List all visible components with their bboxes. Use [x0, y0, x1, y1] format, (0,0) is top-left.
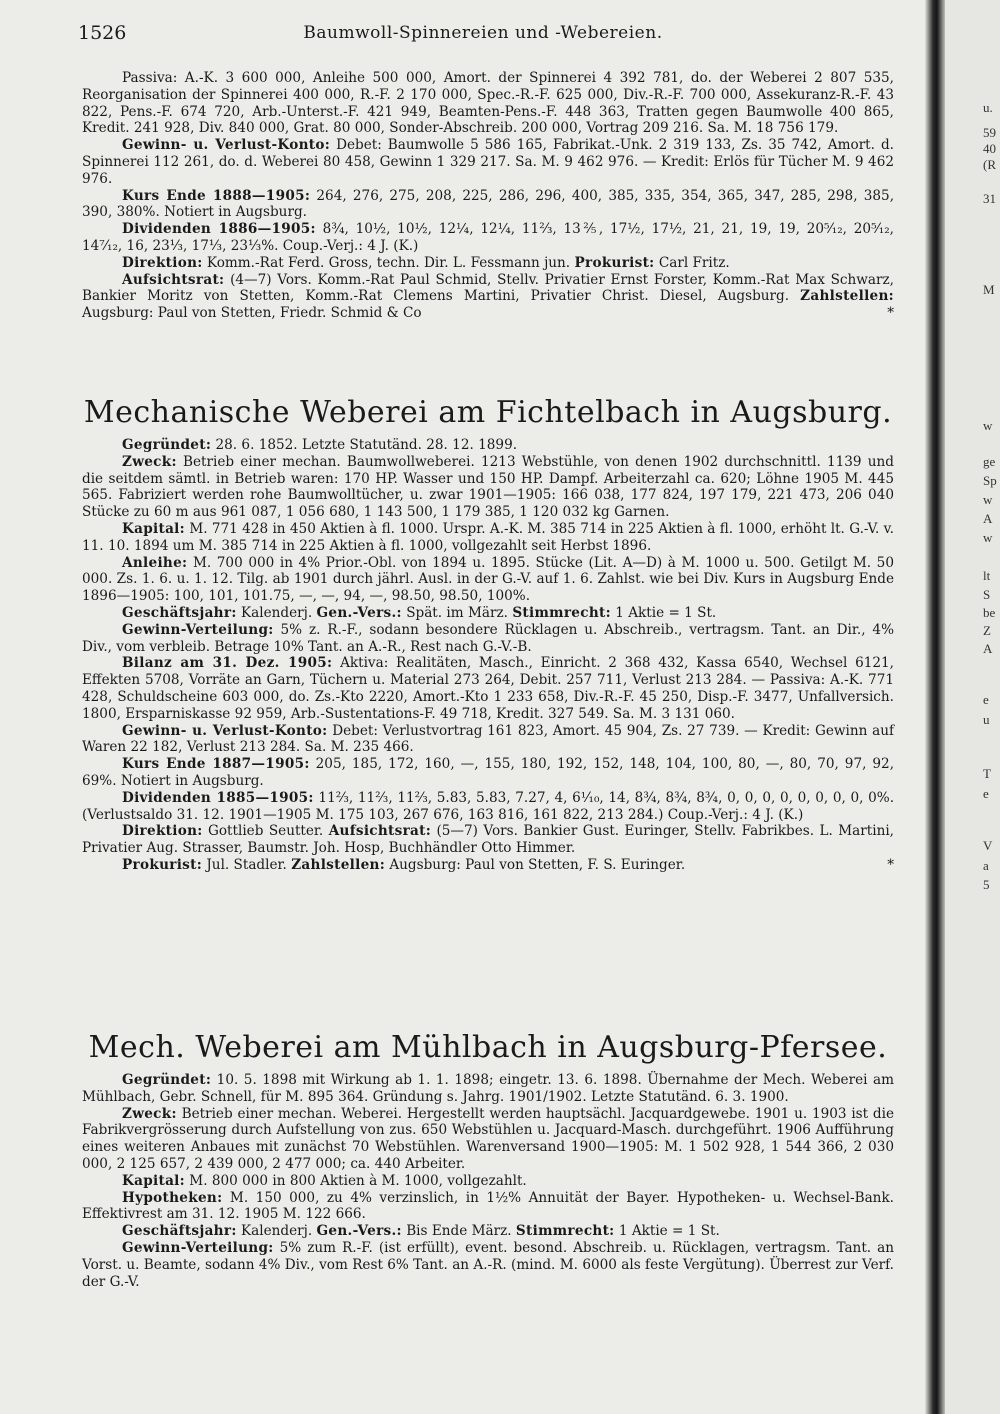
aufsichtsrat-paragraph: Aufsichtsrat: (4—7) Vors. Komm.-Rat Paul Schmid, Stellv. Privatier Ernst Forster, Komm.-Rat Max Schwarz, Bankier Moritz von Stetten, Komm.-Rat Clemens Martini, Privatier Christ. Diesel, Augsburg. Zahlstellen: Augsburg: Paul von Stetten, Friedr. Schmid & Co * — [82, 271, 894, 322]
adjacent-page-fragment: T — [983, 766, 991, 781]
adjacent-page-fragment: w — [983, 530, 993, 545]
direktion-paragraph: Direktion: Komm.-Rat Ferd. Gross, techn. Dir. L. Fessmann jun. Prokurist: Carl Fritz. — [122, 254, 730, 271]
dividenden-paragraph: Dividenden 1885—1905: 11⅔, 11⅔, 11⅔, 5.83, 5.83, 7.27, 4, 6¹⁄₁₀, 14, 8¾, 8¾, 8¾, 0, 0, 0, 0, 0, 0, 0, 0, 0%. (Verlustsaldo 31. 12. 1901—1905 M. 175 103, 267 676, 163 816, 161 822, 213 284.) Coup.-Verj.: 4 J. (K.) — [82, 789, 895, 823]
adjacent-page-fragment: be — [983, 605, 996, 620]
adjacent-page-fragment: S — [983, 587, 991, 602]
gewinn-verlust-paragraph: Gewinn- u. Verlust-Konto: Debet: Verlustvortrag 161 823, Amort. 45 904, Zs. 27 739. — Kredit: Gewinn auf Waren 22 182, Verlust 213 284. Sa. M. 235 466. — [82, 722, 894, 756]
company-title: Mech. Weberei am Mühlbach in Augsburg-Pfersee. — [88, 1030, 888, 1065]
adjacent-page-fragment: w — [983, 418, 993, 433]
kapital-paragraph: Kapital: M. 800 000 in 800 Aktien à M. 1000, vollgezahlt. — [122, 1172, 527, 1189]
gewinn-verlust-paragraph: Gewinn- u. Verlust-Konto: Debet: Baumwolle 5 586 165, Fabrikat.-Unk. 2 319 133, Zs. 35 742, Amort. d. Spinnerei 112 261, do. d. Weberei 80 458, Gewinn 1 329 217. Sa. M. 9 462 976. — Kredit: Erlös für Tücher M. 9 462 976. — [82, 137, 894, 187]
hypotheken-paragraph: Hypotheken: M. 150 000, zu 4% verzinslich, in 1½% Annuität der Bayer. Hypotheken- u. Wechsel-Bank. Effektivrest am 31. 12. 1905 M. 122 666. — [82, 1189, 894, 1223]
page-number: 1526 — [78, 22, 127, 44]
adjacent-page-fragment: M — [983, 282, 995, 297]
adjacent-page-fragment: A — [983, 511, 993, 526]
adjacent-page-fragment: e — [983, 692, 989, 707]
geschaeftsjahr-paragraph: Geschäftsjahr: Kalenderj. Gen.-Vers.: Bis Ende März. Stimmrecht: 1 Aktie = 1 St. — [122, 1223, 720, 1240]
bilanz-paragraph: Bilanz am 31. Dez. 1905: Aktiva: Realitäten, Masch., Einricht. 2 368 432, Kassa 6540, Wechsel 6121, Effekten 5708, Vorräte an Garn, Tüchern u. Material 273 264, Debit. 257 711, Verlust 213 284. — Passiva: A.-K. 771 428, Schuldscheine 603 000, do. Zs.-Kto 2220, Amort.-Kto 1 233 658, Div.-R.-F. 45 250, Disp.-F. 3477, Unfallversich. 1800, Ersparniskasse 92 959, Arb.-Sustentations-F. 49 718, Kredit. 327 549. Sa. M. 3 131 060. — [82, 655, 894, 722]
company-entry-fichtelbach — [82, 395, 894, 874]
anleihe-paragraph: Anleihe: M. 700 000 in 4% Prior.-Obl. von 1894 u. 1895. Stücke (Lit. A—D) à M. 1000 u. 500. Getilgt M. 50 000. Zs. 1. 6. u. 1. 12. Tilg. ab 1901 durch jährl. Ausl. in der G.-V. auf 1. 6. Zahlst. wie bei Div. Kurs in Augsburg Ende 1896—1905: 100, 101, 101.75, —, —, 94, —, 98.50, 98.50, 100%. — [82, 554, 894, 605]
prokurist-paragraph: Prokurist: Jul. Stadler. Zahlstellen: Augsburg: Paul von Stetten, F. S. Euringer. * — [122, 856, 894, 873]
adjacent-page-fragment: u. — [983, 100, 993, 115]
adjacent-page-fragment: 40 — [983, 141, 996, 156]
previous-company-continuation — [82, 70, 894, 322]
adjacent-page-fragment: Sp — [983, 473, 997, 488]
adjacent-page-fragment: V — [983, 838, 993, 853]
adjacent-page-edge — [945, 0, 1000, 1414]
gegruendet-paragraph: Gegründet: 10. 5. 1898 mit Wirkung ab 1. 1. 1898; eingetr. 13. 6. 1898. Übernahme der Mech. Weberei am Mühlbach, Gebr. Schnell, für M. 895 364. Gründung s. Jahrg. 1901/1902. Letzte Statutänd. 6. 3. 1900. — [82, 1072, 894, 1105]
company-entry-muehlbach — [82, 1030, 894, 1290]
adjacent-page-fragment: a — [983, 858, 989, 873]
geschaeftsjahr-paragraph: Geschäftsjahr: Kalenderj. Gen.-Vers.: Spät. im März. Stimmrecht: 1 Aktie = 1 St. — [122, 604, 717, 621]
kurs-paragraph: Kurs Ende 1888—1905: 264, 276, 275, 208, 225, 286, 296, 400, 385, 335, 354, 365, 347, 285, 298, 385, 390, 380%. Notiert in Augsburg. — [82, 187, 895, 221]
zweck-paragraph: Zweck: Betrieb einer mechan. Weberei. Hergestellt werden hauptsächl. Jacquardgewebe. 1901 u. 1903 ist die Fabrikvergrösserung durch Aufstellung von zus. 650 Webstühlen u. Jacquard-Masch. durchgeführt. 1906 Aufführung eines weiteren Anbaues mit zunächst 70 Webstühlen. Warenversand 1900—1905: M. 1 502 928, 1 544 366, 2 030 000, 2 125 657, 2 439 000, 2 477 000; ca. 440 Arbeiter. — [82, 1105, 894, 1172]
adjacent-page-fragment: u — [983, 712, 990, 727]
zweck-paragraph: Zweck: Betrieb einer mechan. Baumwollweberei. 1213 Webstühle, von denen 1902 durchschnittl. 1139 und die seitdem sämtl. in Betrieb waren: 170 HP. Wasser und 150 HP. Dampf. Arbeiterzahl ca. 620; Löhne 1905 M. 445 565. Fabriziert werden rohe Baumwolltücher, u. zwar 1901—1905: 166 038, 177 824, 197 179, 221 473, 206 040 Stücke zu 60 m aus 961 087, 1 056 680, 1 143 500, 1 179 385, 1 120 032 kg Garnen. — [82, 453, 894, 521]
kapital-paragraph: Kapital: M. 771 428 in 450 Aktien à fl. 1000. Urspr. A.-K. M. 385 714 in 225 Aktien à fl. 1000, erhöht lt. G.-V. v. 11. 10. 1894 um M. 385 714 in 225 Aktien à fl. 1000, vollgezahlt seit Herbst 1896. — [82, 520, 894, 554]
passiva-paragraph: Passiva: A.-K. 3 600 000, Anleihe 500 000, Amort. der Spinnerei 4 392 781, do. der Weberei 2 807 535, Reorganisation der Spinnerei 400 000, R.-F. 2 170 000, Spec.-R.-F. 625 000, Div.-R.-F. 700 000, Assekuranz-R.-F. 43 822, Pens.-F. 674 720, Arb.-Unterst.-F. 421 949, Beamten-Pens.-F. 448 363, Tratten gegen Baumwolle 400 865, Kredit. 241 928, Div. 840 000, Grat. 80 000, Sonder-Abschreib. 200 000, Vortrag 209 216. Sa. M. 18 756 179. — [82, 70, 894, 137]
running-title: Baumwoll-Spinnereien und -Webereien. — [303, 23, 663, 43]
direktion-paragraph: Direktion: Gottlieb Seutter. Aufsichtsrat: (5—7) Vors. Bankier Gust. Euringer, Stellv. Fabrikbes. L. Martini, Privatier Aug. Strasser, Baumstr. Joh. Hosp, Buchhändler Otto Himmer. — [82, 823, 895, 857]
book-gutter — [925, 0, 945, 1414]
adjacent-page-fragment: A — [983, 641, 993, 656]
adjacent-page-fragment: lt — [983, 568, 991, 583]
page-header — [78, 22, 888, 46]
adjacent-page-fragment: 59 — [983, 125, 996, 140]
gewinn-verteilung-paragraph: Gewinn-Verteilung: 5% zum R.-F. (ist erfüllt), event. besond. Abschreib. u. Rücklagen, vertragsm. Tant. an Vorst. u. Beamte, sodann 4% Div., vom Rest 6% Tant. an A.-R. (mind. M. 6000 als feste Vergütung). Überrest zur Verf. der G.-V. — [82, 1239, 894, 1290]
gewinn-verteilung-paragraph: Gewinn-Verteilung: 5% z. R.-F., sodann besondere Rücklagen u. Abschreib., vertragsm. Tant. an Dir., 4% Div., vom verbleib. Betrage 10% Tant. an A.-R., Rest nach G.-V.-B. — [82, 621, 894, 655]
entry-end-star: * — [887, 856, 894, 873]
adjacent-page-fragment: 5 — [983, 877, 990, 892]
adjacent-page-fragment: (R — [983, 157, 996, 172]
company-title: Mechanische Weberei am Fichtelbach in Augsburg. — [83, 395, 893, 430]
gegruendet-paragraph: Gegründet: 28. 6. 1852. Letzte Statutänd. 28. 12. 1899. — [122, 437, 518, 453]
adjacent-page-fragment: e — [983, 786, 989, 801]
adjacent-page-fragment: ge — [983, 454, 996, 469]
adjacent-page-fragment: Z — [983, 623, 991, 638]
adjacent-page-fragment: 31 — [983, 191, 996, 206]
adjacent-page-fragment: w — [983, 492, 993, 507]
entry-end-star: * — [887, 305, 894, 322]
dividenden-paragraph: Dividenden 1886—1905: 8¾, 10½, 10½, 12¼, 12¼, 11⅔, 13⅖, 17½, 17½, 21, 21, 19, 19, 20⁵⁄₁₂, 20⁵⁄₁₂, 14⁷⁄₁₂, 16, 23⅓, 17⅓, 23⅓%. Coup.-Verj.: 4 J. (K.) — [82, 221, 895, 254]
kurs-paragraph: Kurs Ende 1887—1905: 205, 185, 172, 160, —, 155, 180, 192, 152, 148, 104, 100, 80, —, 80, 70, 97, 92, 69%. Notiert in Augsburg. — [82, 756, 895, 789]
